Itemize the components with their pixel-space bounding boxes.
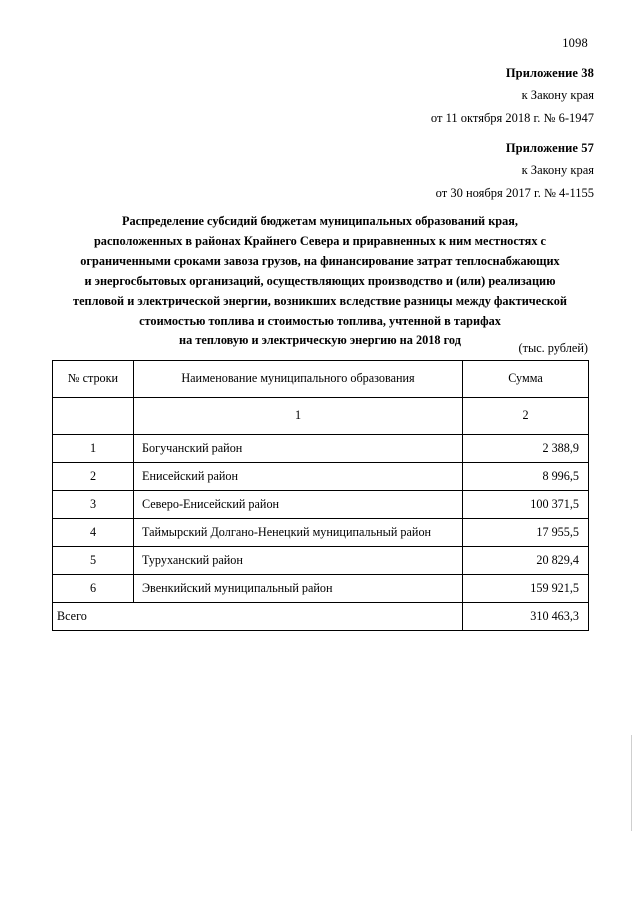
page-edge-mark: [631, 735, 632, 831]
row-municipality: Северо-Енисейский район: [134, 491, 463, 519]
appendix-date-1: от 11 октября 2018 г. № 6-1947: [430, 110, 594, 125]
row-municipality: Таймырский Долгано-Ненецкий муниципальный район: [134, 519, 463, 547]
row-municipality: Эвенкийский муниципальный район: [134, 575, 463, 603]
row-municipality: Туруханский район: [134, 547, 463, 575]
subsidies-table: [52, 360, 589, 631]
total-sum: 310 463,3: [463, 603, 589, 631]
colnum-0: [53, 398, 134, 435]
row-municipality: Енисейский район: [134, 463, 463, 491]
header-sum: Сумма: [463, 361, 589, 398]
colnum-2: 2: [463, 398, 589, 435]
table-header-row: [53, 361, 589, 398]
appendix-reference-1: [431, 62, 594, 129]
row-sum: 100 371,5: [463, 491, 589, 519]
appendix-title-1: Приложение 38: [505, 66, 594, 80]
page-number: 1098: [562, 36, 588, 50]
table-row: [53, 491, 589, 519]
table-row: [53, 547, 589, 575]
appendix-reference-2: [436, 137, 594, 204]
row-number: 1: [53, 435, 134, 463]
row-sum: 20 829,4: [463, 547, 589, 575]
table-total-row: [53, 603, 589, 631]
title-line: Распределение субсидий бюджетам муниципальных образований края,: [121, 214, 518, 228]
header-row-number: № строки: [53, 361, 134, 398]
row-sum: 8 996,5: [463, 463, 589, 491]
row-municipality: Богучанский район: [134, 435, 463, 463]
row-sum: 159 921,5: [463, 575, 589, 603]
appendix-law-1: к Закону края: [521, 88, 594, 103]
row-sum: 17 955,5: [463, 519, 589, 547]
row-number: 2: [53, 463, 134, 491]
document-title: [60, 212, 580, 351]
table-row: [53, 519, 589, 547]
title-line: расположенных в районах Крайнего Севера и приравненных к ним местностях с: [93, 233, 547, 248]
table-row: [53, 463, 589, 491]
row-number: 3: [53, 491, 134, 519]
row-number: 4: [53, 519, 134, 547]
appendix-title-2: Приложение 57: [505, 141, 594, 155]
row-number: 6: [53, 575, 134, 603]
row-sum: 2 388,9: [463, 435, 589, 463]
appendix-date-2: от 30 ноября 2017 г. № 4-1155: [435, 185, 594, 200]
total-label: Всего: [53, 603, 463, 631]
table-row: [53, 575, 589, 603]
title-line: ограниченными сроками завоза грузов, на финансирование затрат теплоснабжающих: [80, 253, 560, 268]
table-body: [53, 435, 589, 631]
title-line: тепловой и электрической энергии, возникших вследствие разницы между фактической: [73, 293, 567, 308]
appendix-law-2: к Закону края: [521, 163, 594, 178]
title-line: на тепловую и электрическую энергию на 2018 год: [179, 333, 461, 348]
colnum-1: 1: [134, 398, 463, 435]
header-municipality-name: Наименование муниципального образования: [134, 361, 463, 398]
table-row: [53, 435, 589, 463]
title-line: стоимостью топлива и стоимостью топлива, учтенной в тарифах: [139, 313, 501, 328]
row-number: 5: [53, 547, 134, 575]
table-header: [53, 361, 589, 435]
units-note: (тыс. рублей): [518, 341, 588, 355]
table-column-numbering-row: [53, 398, 589, 435]
title-line: и энергосбытовых организаций, осуществляющих производство и (или) реализацию: [84, 273, 556, 288]
